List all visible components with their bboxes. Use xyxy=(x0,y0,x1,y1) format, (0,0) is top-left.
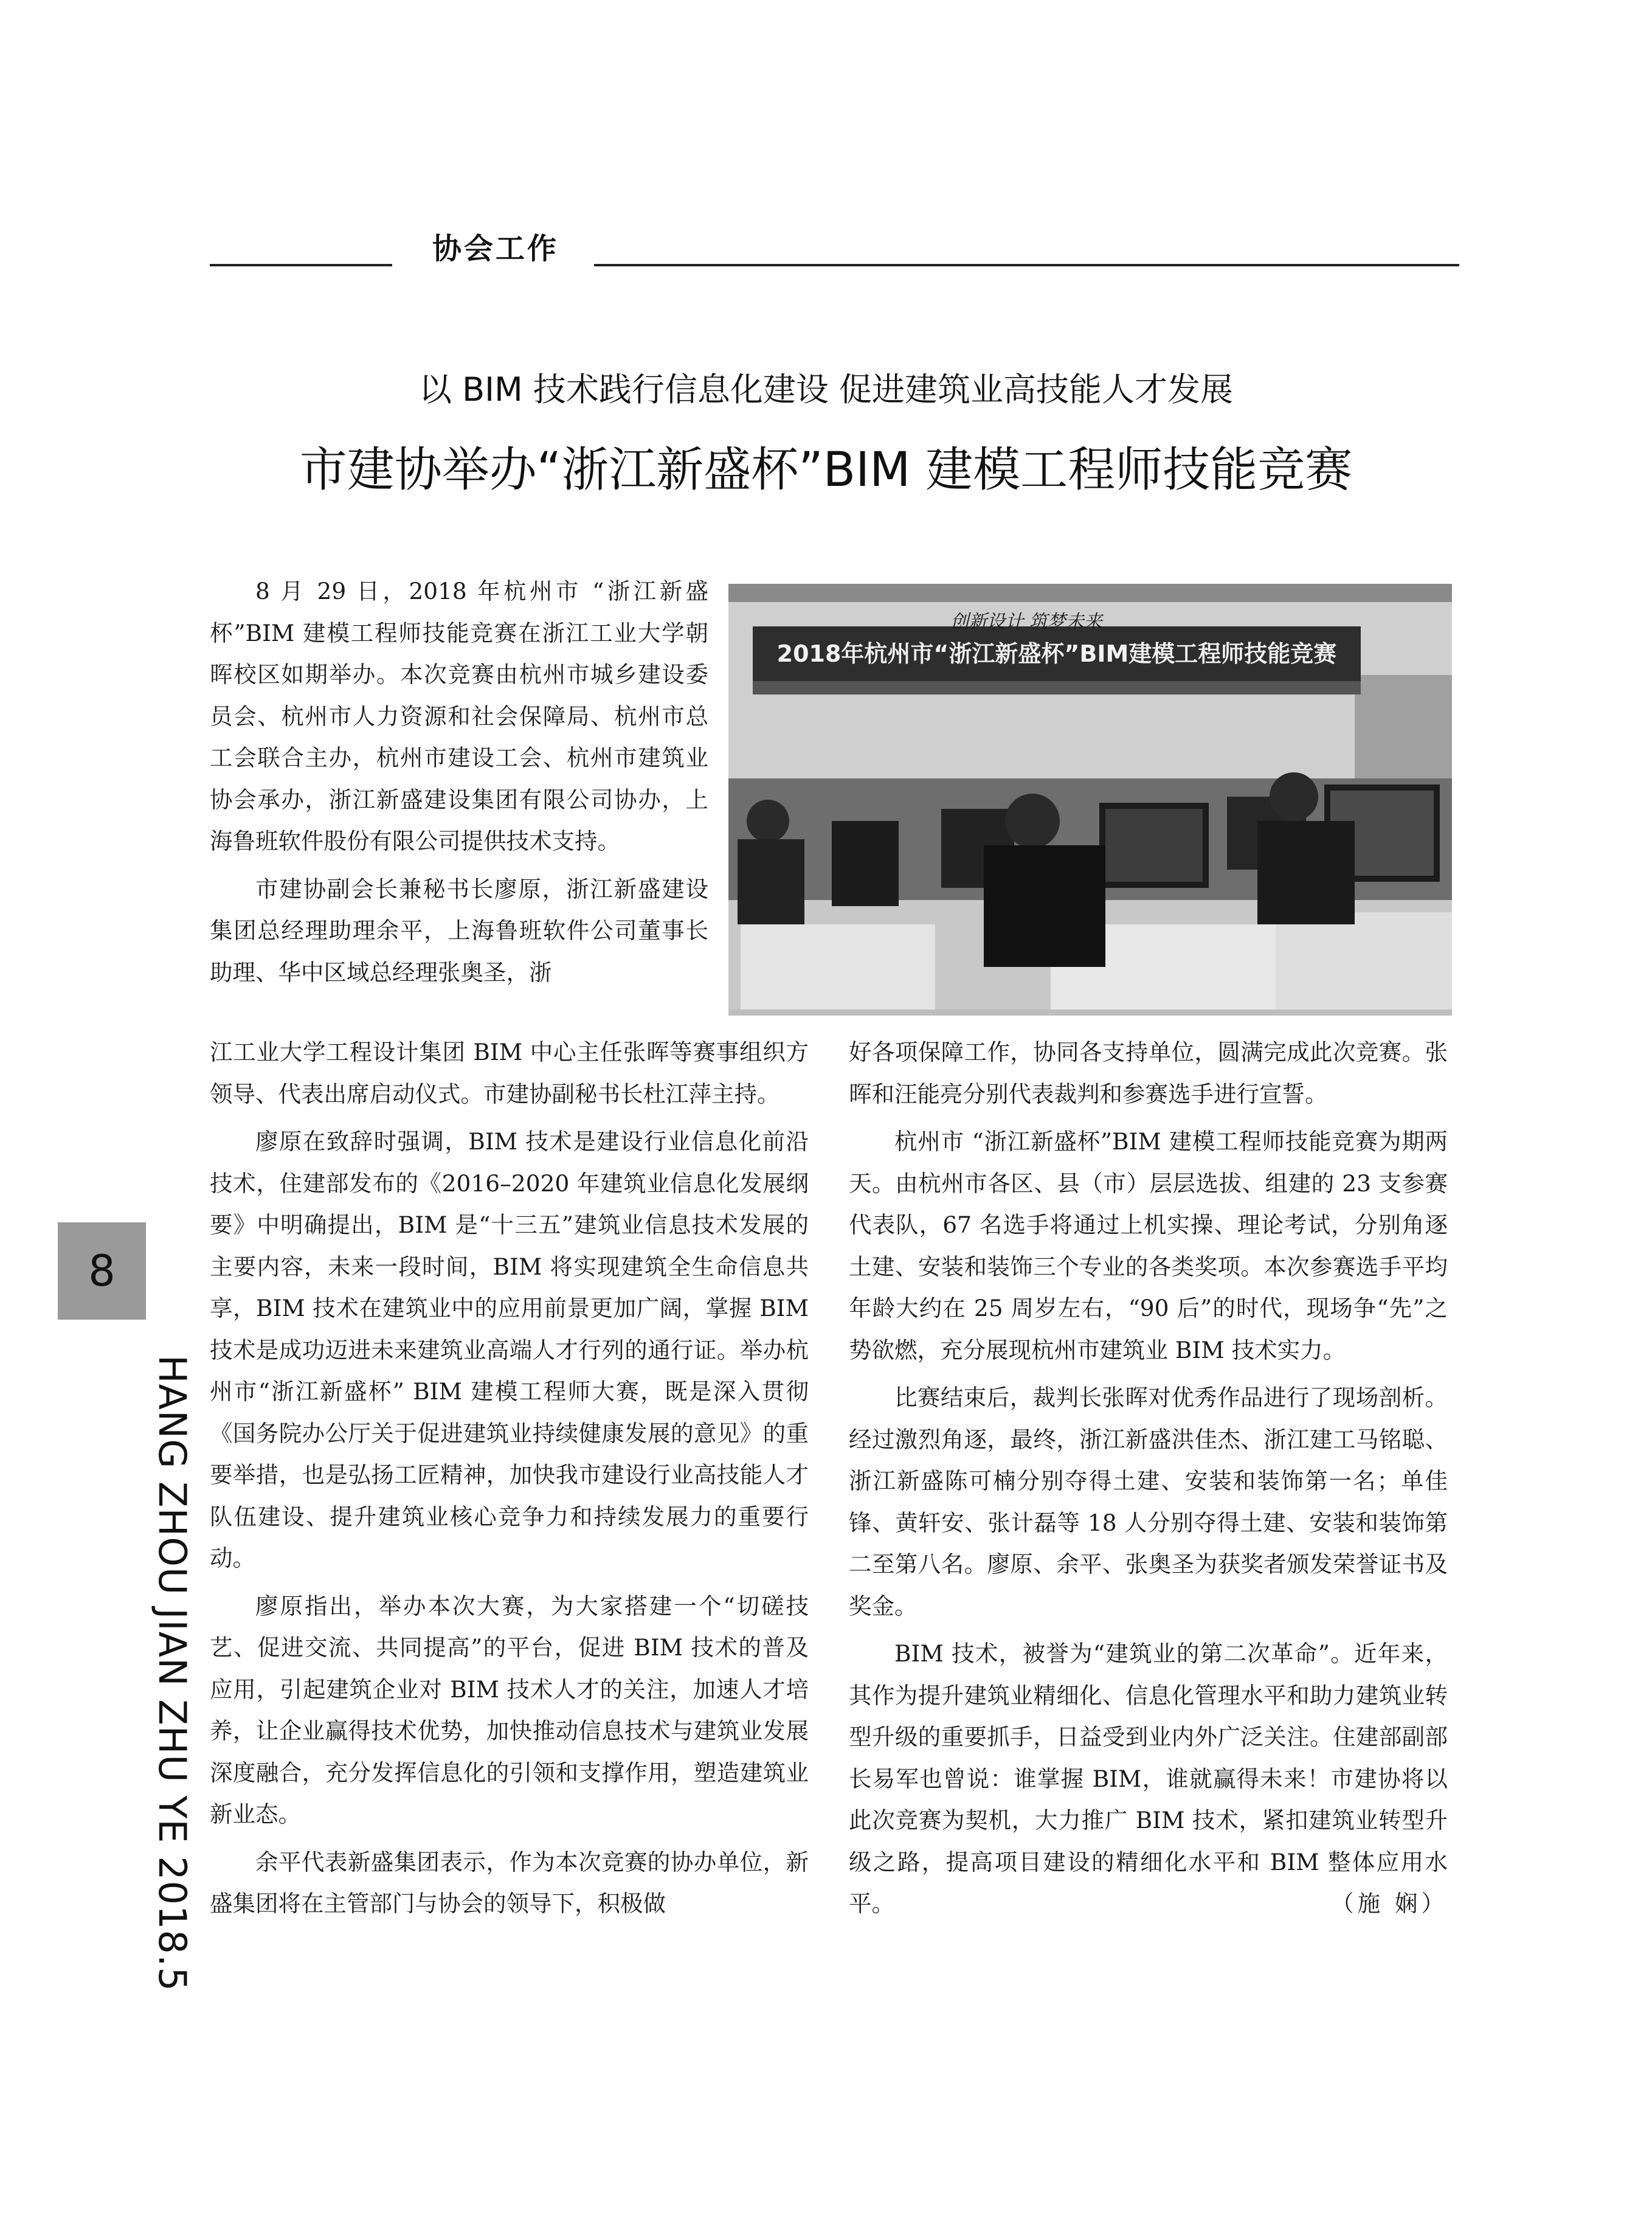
page-number: 8 xyxy=(88,1246,116,1296)
paragraph: 市建协副会长兼秘书长廖原，浙江新盛建设集团总经理助理余平，上海鲁班软件公司董事长助理、华中区域总经理张奥圣，浙 xyxy=(210,875,708,986)
competition-photo xyxy=(728,584,1452,1016)
banner-slogan: 创新设计 筑梦未来 xyxy=(950,611,1102,632)
paragraph: 廖原在致辞时强调，BIM 技术是建设行业信息化前沿技术，住建部发布的《2016–2020 年建筑业信息化发展纲要》中明确提出，BIM 是“十三五”建筑业信息技术发展的主要内容，未来一段时间，BIM 将实现建筑全生命信息共享，BIM 技术在建筑业中的应用前景更加广阔，掌握 BIM 技术是成功迈进未来建筑业高端人才行列的通行证。举办杭州市“浙江新盛杯” BIM 建模工程师大赛，既是深入贯彻《国务院办公厅关于促进建筑业持续健康发展的意见》的重要举措，也是弘扬工匠精神，加快我市建设行业高技能人才队伍建设、提升建筑业核心竞争力和持续发展力的重要行动。 xyxy=(210,1128,809,1571)
paragraph: 江工业大学工程设计集团 BIM 中心主任张晖等赛事组织方领导、代表出席启动仪式。市建协副秘书长杜江萍主持。 xyxy=(210,1039,809,1107)
article-title: 市建协举办“浙江新盛杯”BIM 建模工程师技能竞赛 xyxy=(299,443,1353,497)
header-rule-right xyxy=(594,264,1459,266)
banner-title: 2018年杭州市“浙江新盛杯”BIM建模工程师技能竞赛 xyxy=(776,640,1337,667)
paragraph xyxy=(849,1633,1448,1925)
section-label: 协会工作 xyxy=(432,232,559,266)
header-rule-left xyxy=(210,264,392,266)
section-header xyxy=(210,219,1459,268)
paragraph: 8 月 29 日，2018 年杭州市 “浙江新盛杯”BIM 建模工程师技能竞赛在浙江工业大学朝晖校区如期举办。本次竞赛由杭州市城乡建设委员会、杭州市人力资源和社会保障局、杭州市总工会联合主办，杭州市建设工会、杭州市建筑业协会承办，浙江新盛建设集团有限公司协办，上海鲁班软件股份有限公司提供技术支持。 xyxy=(210,578,708,854)
article-subtitle: 以 BIM 技术践行信息化建设 促进建筑业高技能人才发展 xyxy=(418,370,1234,409)
paragraph: 余平代表新盛集团表示，作为本次竞赛的协办单位，新盛集团将在主管部门与协会的领导下，积极做 xyxy=(210,1848,809,1917)
right-column xyxy=(849,1031,1448,1931)
journal-side-text: HANG ZHOU JIAN ZHU YE 2018.5 xyxy=(150,1355,195,1992)
author-signature: （施 娴） xyxy=(1331,1890,1448,1917)
paragraph: 好各项保障工作，协同各支持单位，圆满完成此次竞赛。张晖和汪能亮分别代表裁判和参赛选手进行宣誓。 xyxy=(849,1039,1448,1107)
closing-paragraph-text: BIM 技术，被誉为“建筑业的第二次革命”。近年来，其作为提升建筑业精细化、信息化管理水平和助力建筑业转型升级的重要抓手，日益受到业内外广泛关注。住建部副部长易军也曾说：谁掌握 BIM，谁就赢得未来！市建协将以此次竞赛为契机，大力推广 BIM 技术，紧扣建筑业转型升级之路，提高项目建设的精细化水平和 BIM 整体应用水平。 xyxy=(849,1640,1448,1917)
page-number-tab xyxy=(58,1222,146,1320)
paragraph: 廖原指出，举办本次大赛，为大家搭建一个“切磋技艺、促进交流、共同提高”的平台，促进 BIM 技术的普及应用，引起建筑企业对 BIM 技术人才的关注，加速人才培养，让企业赢得技术优势，加快推动信息技术与建筑业发展深度融合，充分发挥信息化的引领和支撑作用，塑造建筑业新业态。 xyxy=(210,1592,809,1827)
paragraph: 比赛结束后，裁判长张晖对优秀作品进行了现场剖析。经过激烈角逐，最终，浙江新盛洪佳杰、浙江建工马铭聪、浙江新盛陈可楠分别夺得土建、安装和装饰第一名；单佳锋、黄轩安、张计磊等 18 人分别夺得土建、安装和装饰第二至第八名。廖原、余平、张奥圣为获奖者颁发荣誉证书及奖金。 xyxy=(849,1384,1448,1619)
paragraph: 杭州市 “浙江新盛杯”BIM 建模工程师技能竞赛为期两天。由杭州市各区、县（市）层层选拔、组建的 23 支参赛代表队，67 名选手将通过上机实操、理论考试，分别角逐土建、安装和装饰三个专业的各类奖项。本次参赛选手平均年龄大约在 25 周岁左右，“90 后”的时代，现场争“先”之势欲燃，充分展现杭州市建筑业 BIM 技术实力。 xyxy=(849,1128,1448,1363)
left-column xyxy=(210,1031,809,1931)
left-column-top xyxy=(210,570,708,999)
competition-photo-image xyxy=(728,584,1452,1016)
